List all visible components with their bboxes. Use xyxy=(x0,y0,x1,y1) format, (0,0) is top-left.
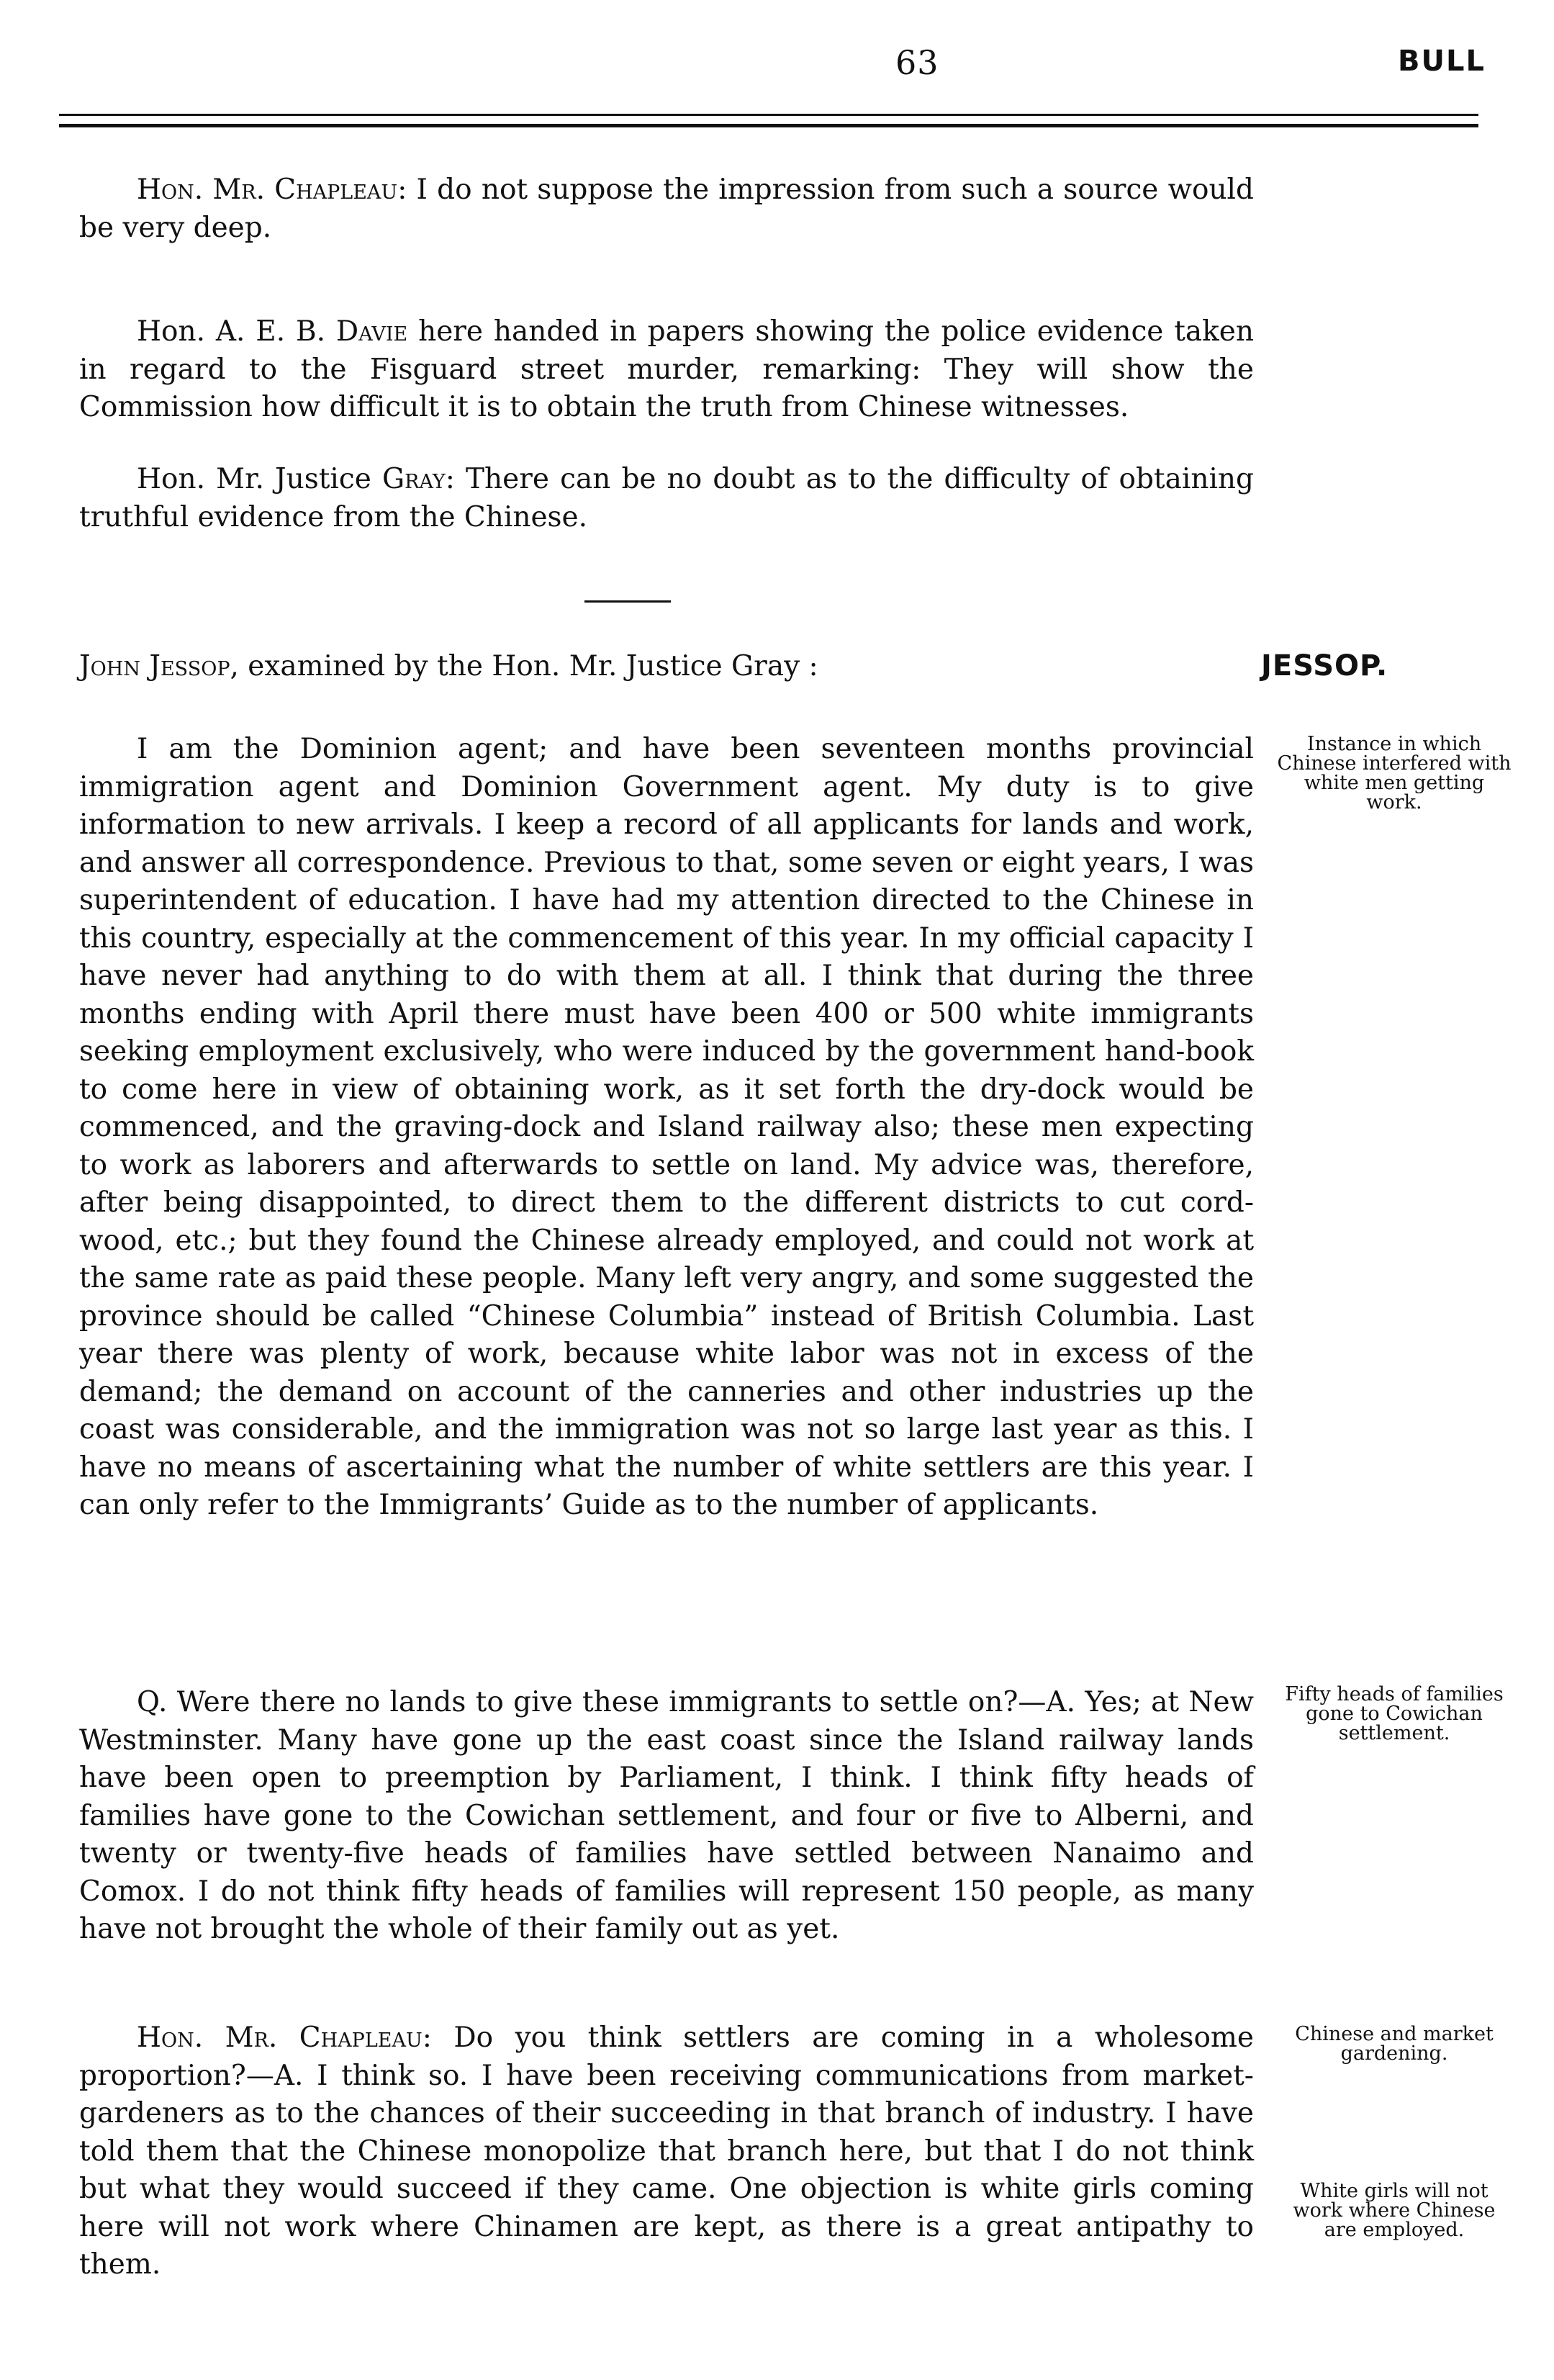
exchange-chapleau-1-text: : I do not suppose the impression from such a source would be very deep. xyxy=(79,173,1254,244)
exchange-gray xyxy=(79,461,1254,536)
margin-note-cowichan: Fifty heads of families gone to Cowichan settlement. xyxy=(1285,1683,1504,1744)
testimony-paragraph-1 xyxy=(79,731,1254,1525)
speaker-chapleau-2: Hon. Mr. Chapleau xyxy=(137,2021,423,2054)
speaker-davie-name: Davie xyxy=(335,315,408,348)
witness-heading xyxy=(79,648,1254,686)
header-rule-thick xyxy=(59,124,1478,127)
exchange-chapleau-1 xyxy=(79,171,1254,247)
exchange-davie xyxy=(79,313,1254,427)
exchange-davie-text: here handed in papers showing the police evidence taken in regard to the Fisguard street murder, remarking: They will show the Commission how difficult it is to obtain the truth from Chinese witnesses. xyxy=(79,315,1255,423)
margin-note-white-girls: White girls will not work where Chinese are employed. xyxy=(1293,2180,1496,2241)
testimony-1-text: I am the Dominion agent; and have been seventeen months provincial immigration agent and Dominion Government agent. My duty is to give information to new arrivals. I keep a record of all applicants for lands and work, and answer all correspondence. Previous to that, some seven or eight years, I was superintendent of education. I have had my attention directed to the Chinese in this country, especially at the commencement of this year. In my official capacity I have never had anything to do with them at all. I think that during the three months ending with April there must have been 400 or 500 white immigrants seeking employment exclusively, who were induced by the government hand-book to come here in view of obtaining work, as it set forth the dry-dock would be commenced, and the graving-dock and Island railway also; these men expecting to work as laborers and afterwards to settle on land. My advice was, therefore, after being disappointed, to direct them to the different districts to cut cord-wood, etc.; but they found the Chinese already employed, and could not work at the same rate as paid these people. Many left very angry, and some suggested the province should be called “Chinese Columbia” instead of British Columbia. Last year there was plenty of work, because white labor was not in excess of the demand; the demand on account of the canneries and other industries up the coast was considerable, and the immigration was not so large last year as this. I have no means of ascertaining what the number of white settlers are this year. I can only refer to the Immigrants’ Guide as to the number of applicants. xyxy=(79,733,1254,1521)
speaker-davie-prefix: Hon. A. E. B. xyxy=(137,315,336,348)
running-title: BULL xyxy=(1398,45,1486,78)
page-number: 63 xyxy=(895,43,939,82)
margin-note-market-gardening: Chinese and market gardening. xyxy=(1295,2023,1494,2065)
testimony-paragraph-3 xyxy=(79,2019,1254,2284)
section-divider xyxy=(584,600,671,603)
speaker-gray-prefix: Hon. Mr. Justice xyxy=(137,463,382,495)
testimony-paragraph-2 xyxy=(79,1684,1254,1949)
margin-note-chinese-interfered: Instance in which Chinese interfered with white men getting work. xyxy=(1277,733,1512,813)
testimony-2-text: Q. Were there no lands to give these immigrants to settle on?—A. Yes; at New Westminster. Many have gone up the east coast since the Island railway lands have been open to preemption by Parliament, I think. I think fifty heads of families have gone to the Cowichan settlement, and four or five to Alberni, and twenty or twenty-five heads of families have settled between Nanaimo and Comox. I do not think fifty heads of families will represent 150 people, as many have not brought the whole of their family out as yet. xyxy=(79,1686,1254,1945)
speaker-chapleau: Hon. Mr. Chapleau xyxy=(137,173,398,206)
witness-tag: JESSOP. xyxy=(1261,649,1388,682)
speaker-gray-name: Gray xyxy=(382,463,446,495)
witness-heading-text: , examined by the Hon. Mr. Justice Gray : xyxy=(230,650,818,682)
header-rule-thin xyxy=(59,114,1478,116)
exchange-gray-text: : There can be no doubt as to the difficulty of obtaining truthful evidence from the Chinese. xyxy=(79,463,1255,533)
witness-name: John Jessop xyxy=(79,650,230,682)
testimony-3-text: : Do you think settlers are coming in a wholesome proportion?—A. I think so. I have been receiving communications from market-gardeners as to the chances of their succeeding in that branch of industry. I have told them that the Chinese monopolize that branch here, but that I do not think but what they would succeed if they came. One objection is white girls coming here will not work where Chinamen are kept, as there is a great antipathy to them. xyxy=(79,2021,1254,2281)
